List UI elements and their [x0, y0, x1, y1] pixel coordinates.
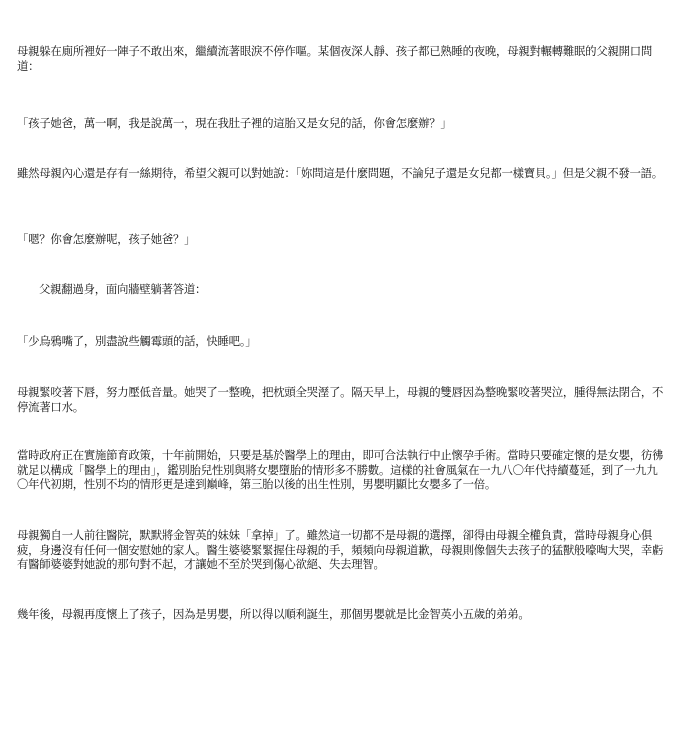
paragraph-6: 「少烏鴉嘴了，別盡說些觸霉頭的話，快睡吧。」: [17, 334, 257, 348]
paragraph-7: 母親緊咬著下唇，努力壓低音量。她哭了一整晚，把枕頭全哭溼了。隔天早上，母親的雙唇因為整晚緊咬著哭泣，腫得無法閉合，不停流著口水。: [17, 385, 664, 414]
paragraph-3: 雖然母親內心還是存有一絲期待，希望父親可以對她說：「妳問這是什麼問題，不論兒子還是女兒都一樣寶貝。」但是父親不發一語。: [17, 166, 663, 180]
paragraph-8: 當時政府正在實施節育政策，十年前開始，只要是基於醫學上的理由，即可合法執行中止懷孕手術。當時只要確定懷的是女嬰，彷彿就足以構成「醫學上的理由」，鑑別胎兒性別與將女嬰墮胎的情形多不勝數。這樣的社會風氣在一九八〇年代持續蔓延，到了一九九〇年代初期，性別不均的情形更是達到巔峰，第三胎以後的出生性別，男嬰明顯比女嬰多了一倍。: [17, 448, 664, 491]
paragraph-5: 父親翻過身，面向牆壁躺著答道：: [39, 282, 207, 296]
paragraph-10: 幾年後，母親再度懷上了孩子，因為是男嬰，所以得以順利誕生，那個男嬰就是比金智英小五歲的弟弟。: [17, 607, 530, 621]
paragraph-1: 母親躲在廁所裡好一陣子不敢出來，繼續流著眼淚不停作嘔。某個夜深人靜、孩子都已熟睡的夜晚，母親對輾轉難眠的父親開口問道：: [17, 44, 653, 73]
paragraph-2: 「孩子她爸，萬一啊，我是說萬一，現在我肚子裡的這胎又是女兒的話，你會怎麼辦？」: [17, 116, 452, 130]
paragraph-4: 「嗯？你會怎麼辦呢，孩子她爸？」: [17, 232, 196, 246]
paragraph-9: 母親獨自一人前往醫院，默默將金智英的妹妹「拿掉」了。雖然這一切都不是母親的選擇，卻得由母親全權負責，當時母親身心俱疲，身邊沒有任何一個安慰她的家人。醫生婆婆緊緊握住母親的手，頻頻向母親道歉，母親則像個失去孩子的猛獸般嚎啕大哭，幸虧有醫師婆婆對她說的那句對不起，才讓她不至於哭到傷心欲絕、失去理智。: [17, 528, 664, 571]
